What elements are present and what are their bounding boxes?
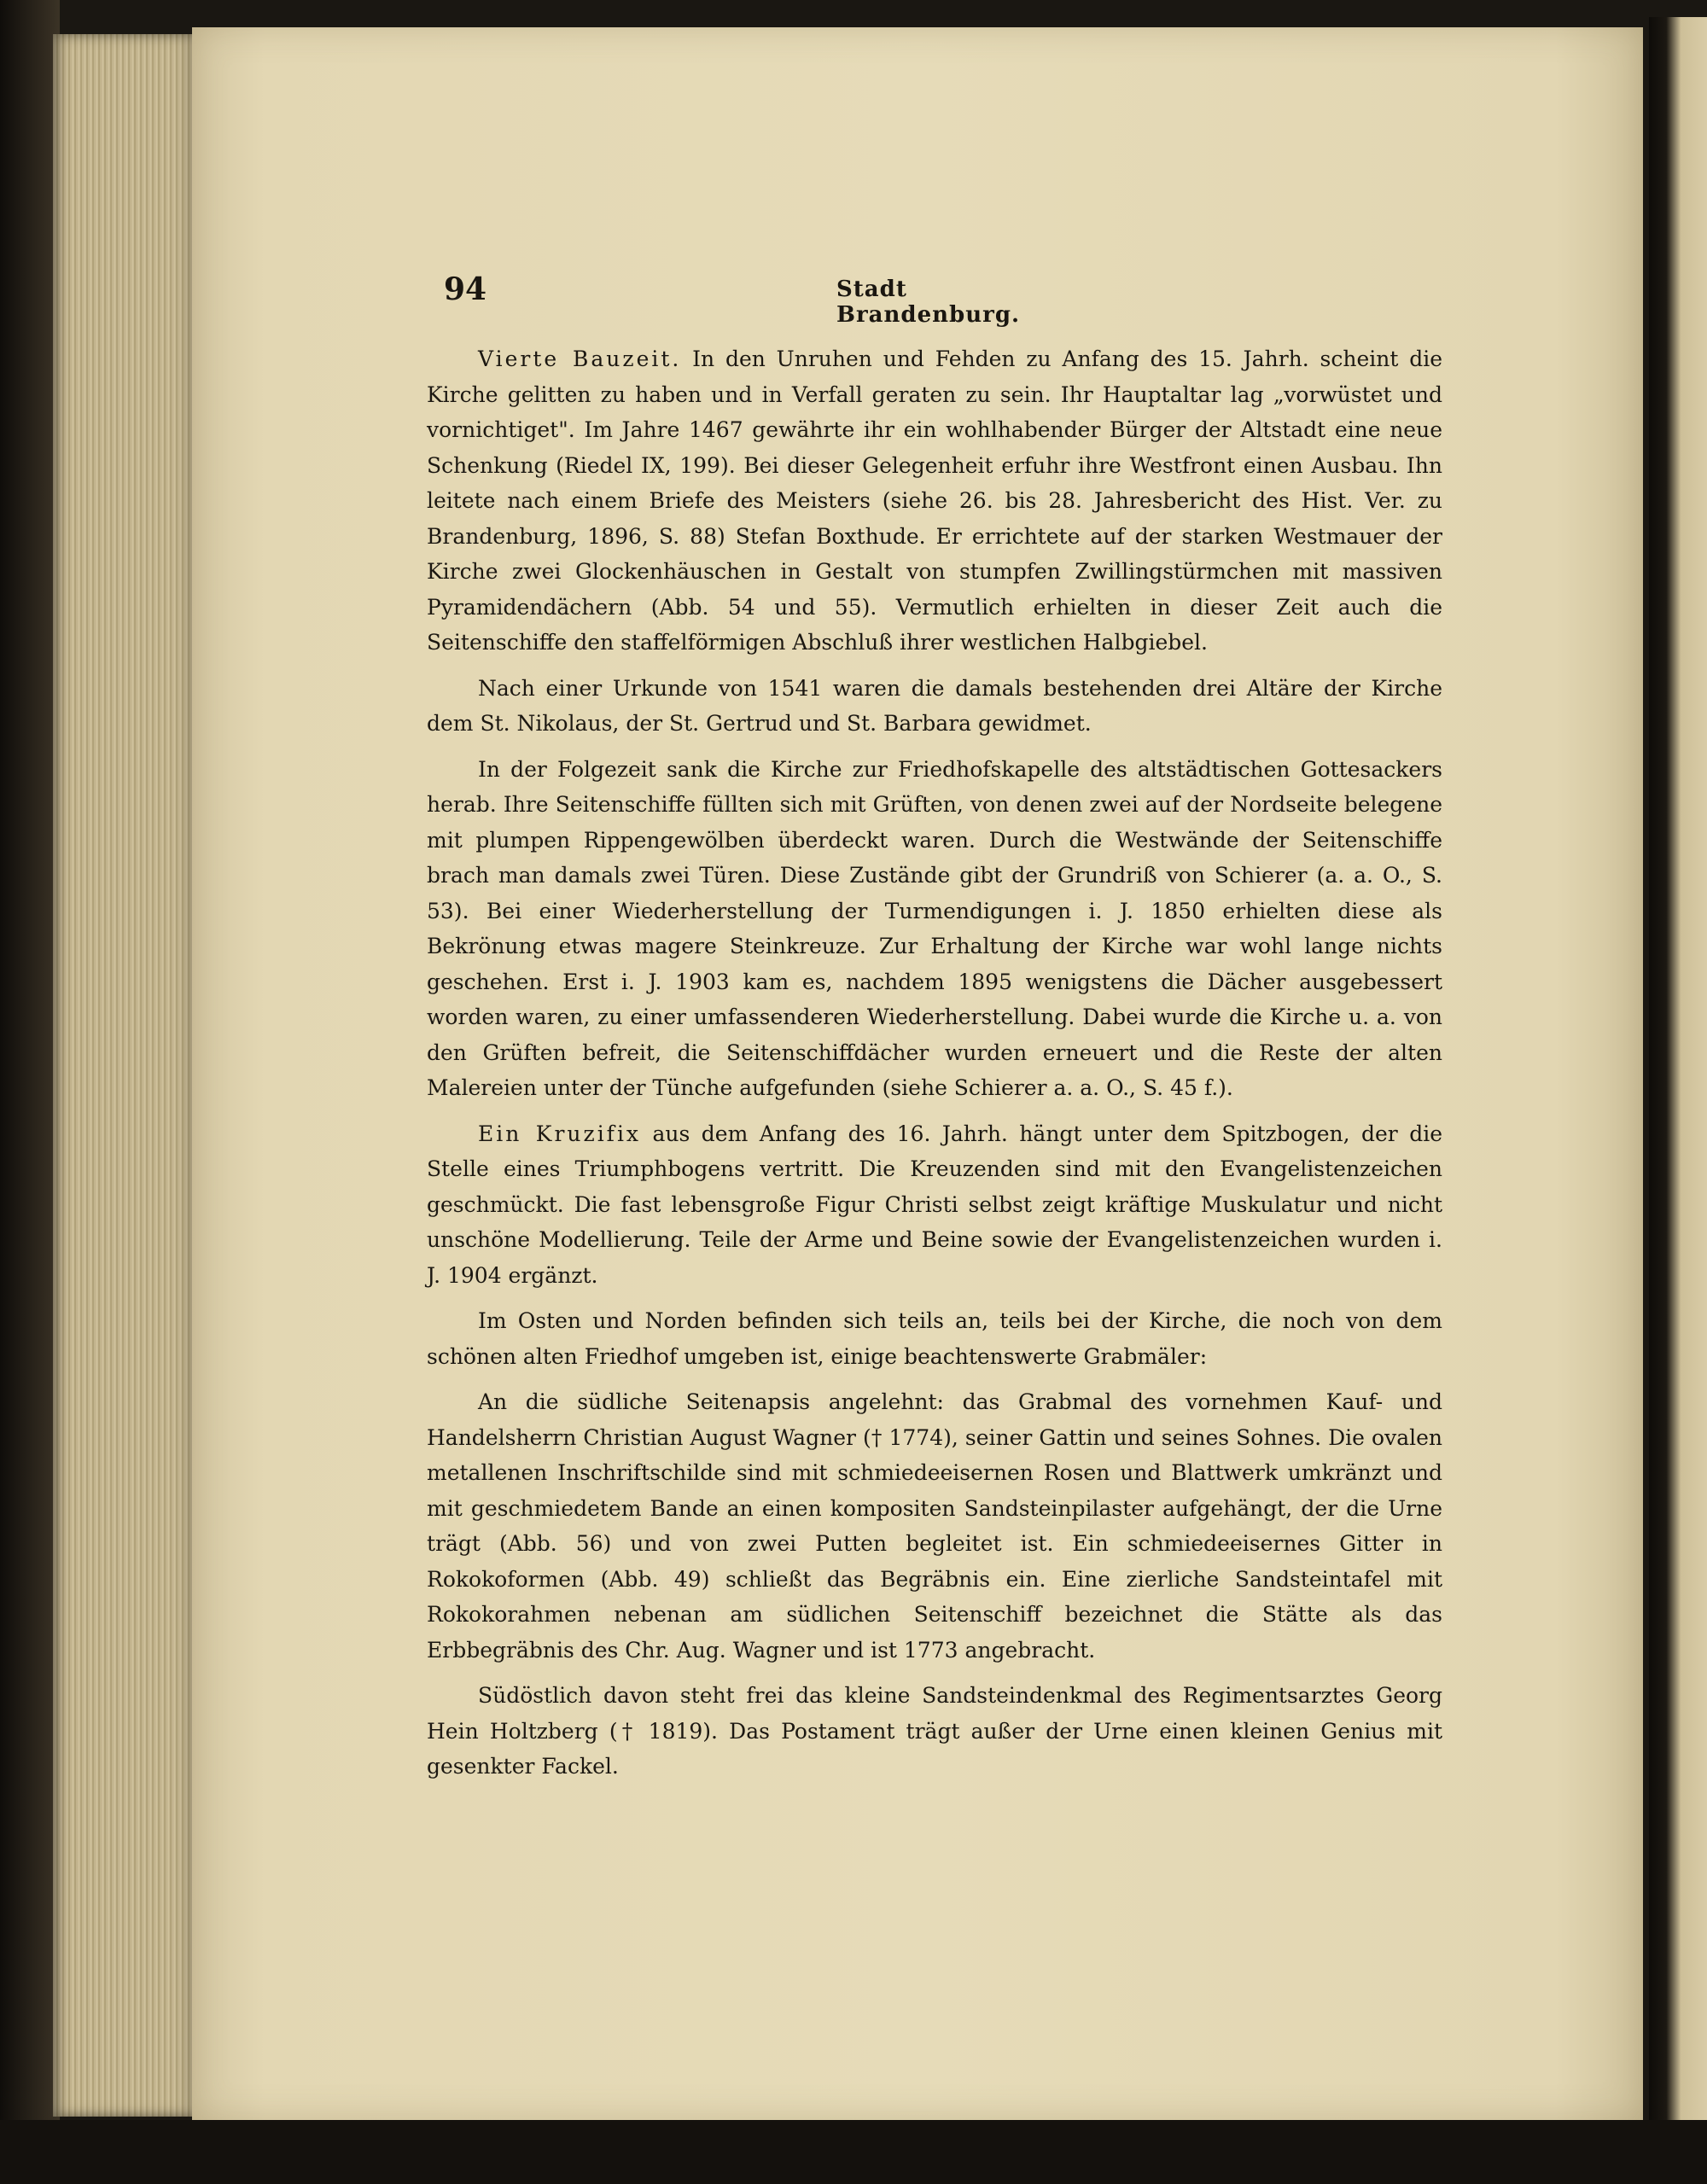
paragraph-text: aus dem Anfang des 16. Jahrh. hängt unter dem Spitzbogen, der die Stelle eines Triumphbogens vertritt. Die Kreuzenden sind mit den Evangelistenzeichen geschmückt. Die fast lebensgroße Figur Christi selbst zeigt kräftige Muskulatur und nicht unschöne Modellierung. Teile der Arme und Beine sowie der Evangelistenzeichen wurden i. J. 1904 ergänzt. xyxy=(427,1121,1442,1288)
paragraph-1 xyxy=(427,341,1442,661)
paragraph-text: In der Folgezeit sank die Kirche zur Friedhofskapelle des altstädtischen Gottesackers herab. Ihre Seitenschiffe füllten sich mit Grüften, von denen zwei auf der Nordseite belegene mit plumpen Rippengewölben überdeckt waren. Durch die Westwände der Seitenschiffe brach man damals zwei Türen. Diese Zustände gibt der Grundriß von Schierer (a. a. O., S. 53). Bei einer Wiederherstellung der Turmendigungen i. J. 1850 erhielten diese als Bekrönung etwas magere Steinkreuze. Zur Erhaltung der Kirche war wohl lange nichts geschehen. Erst i. J. 1903 kam es, nachdem 1895 wenigstens die Dächer ausgebessert worden waren, zu einer umfassenderen Wiederherstellung. Dabei wurde die Kirche u. a. von den Grüften befreit, die Seitenschiffdächer wurden erneuert und die Reste der alten Malereien unter der Tünche aufgefunden (siehe Schierer a. a. O., S. 45 f.). xyxy=(427,756,1442,1100)
paragraph-text: Nach einer Urkunde von 1541 waren die damals bestehenden drei Altäre der Kirche dem St. Nikolaus, der St. Gertrud und St. Barbara gewidmet. xyxy=(427,675,1442,736)
paragraph-2 xyxy=(427,671,1442,742)
paragraph-lead: Vierte Bauzeit. xyxy=(478,347,682,371)
book-cover-edge xyxy=(0,0,60,2184)
paragraph-text: An die südliche Seitenapsis angelehnt: das Grabmal des vornehmen Kauf- und Handelsherrn Christian August Wagner († 1774), seiner Gattin und seines Sohnes. Die ovalen metallenen Inschriftschilde sind mit schmiedeeisernen Rosen und Blattwerk umkränzt und mit geschmiedetem Bande an einen kompositen Sandsteinpilaster aufgehängt, der die Urne trägt (Abb. 56) und von zwei Putten begleitet ist. Ein schmiedeeisernes Gitter in Rokokoformen (Abb. 49) schließt das Begräbnis ein. Eine zierliche Sandsteintafel mit Rokokorahmen nebenan am südlichen Seitenschiff bezeichnet die Stätte als das Erbbegräbnis des Chr. Aug. Wagner und ist 1773 angebracht. xyxy=(427,1389,1442,1663)
paragraph-6 xyxy=(427,1384,1442,1668)
paragraph-4 xyxy=(427,1116,1442,1294)
page-header xyxy=(444,271,1092,328)
body-text xyxy=(427,341,1442,1795)
paragraph-7 xyxy=(427,1678,1442,1785)
facing-page-edge xyxy=(1649,17,1707,2134)
paragraph-5 xyxy=(427,1303,1442,1374)
running-title: Stadt Brandenburg. xyxy=(836,277,1021,328)
paragraph-text: Im Osten und Norden befinden sich teils an, teils bei der Kirche, die noch von dem schönen alten Friedhof umgeben ist, einige beachtenswerte Grabmäler: xyxy=(427,1308,1442,1369)
paragraph-lead: Ein Kruzifix xyxy=(478,1121,642,1146)
bottom-shadow xyxy=(0,2120,1707,2184)
paragraph-3 xyxy=(427,752,1442,1106)
paragraph-text: Südöstlich davon steht frei das kleine Sandsteindenkmal des Regimentsarztes Georg Hein Holtzberg († 1819). Das Postament trägt außer der Urne einen kleinen Genius mit gesenkter Fackel. xyxy=(427,1683,1442,1779)
page-edges xyxy=(53,34,198,2117)
page-number: 94 xyxy=(444,271,487,307)
paragraph-text: In den Unruhen und Fehden zu Anfang des 15. Jahrh. scheint die Kirche gelitten zu haben und in Verfall geraten zu sein. Ihr Hauptaltar lag „vorwüstet und vornichtiget". Im Jahre 1467 gewährte ihr ein wohlhabender Bürger der Altstadt eine neue Schenkung (Riedel IX, 199). Bei dieser Gelegenheit erfuhr ihre Westfront einen Ausbau. Ihn leitete nach einem Briefe des Meisters (siehe 26. bis 28. Jahresbericht des Hist. Ver. zu Brandenburg, 1896, S. 88) Stefan Boxthude. Er errichtete auf der starken Westmauer der Kirche zwei Glockenhäuschen in Gestalt von stumpfen Zwillingstürmchen mit massiven Pyramidendächern (Abb. 54 und 55). Vermutlich erhielten in dieser Zeit auch die Seitenschiffe den staffelförmigen Abschluß ihrer westlichen Halbgiebel. xyxy=(427,347,1443,655)
